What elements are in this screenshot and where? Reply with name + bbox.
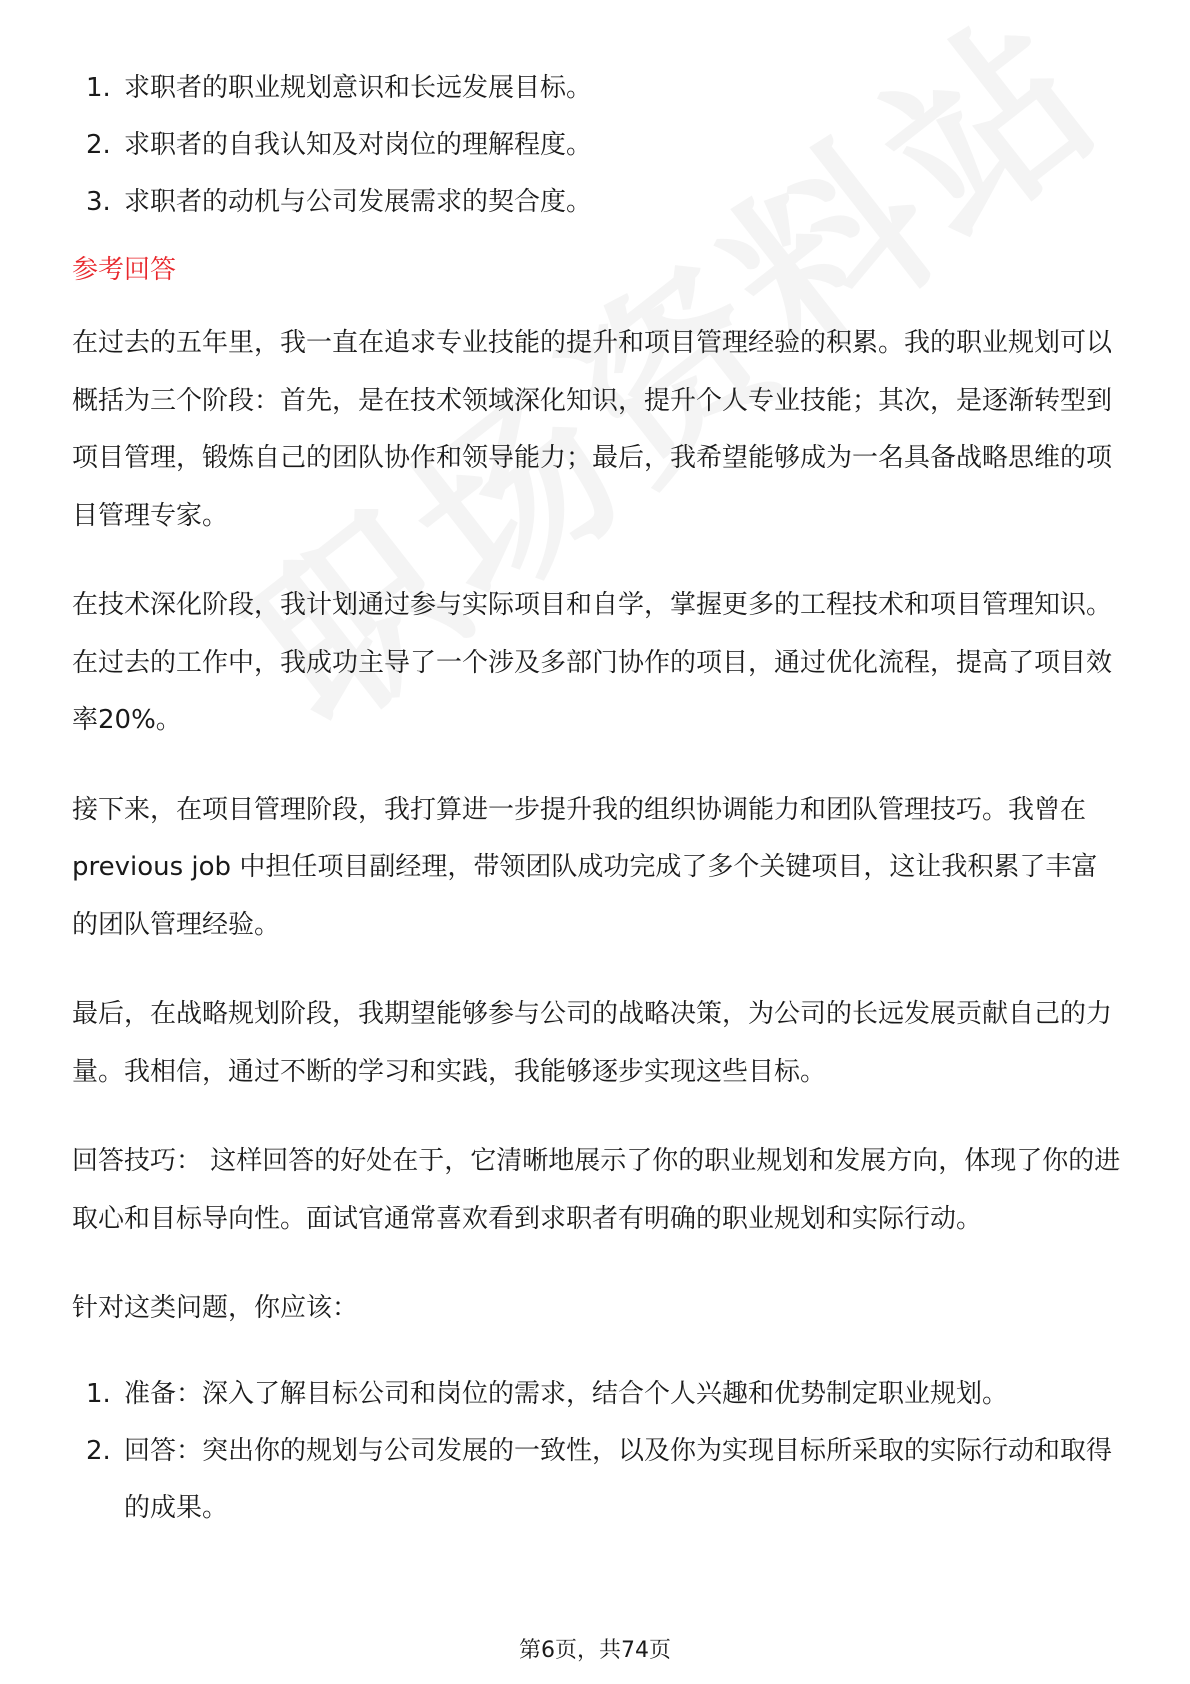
list-number: 3.: [86, 187, 111, 217]
advice-list: [72, 1366, 1122, 1537]
list-item: [72, 174, 1122, 231]
section-title: 参考回答: [72, 255, 177, 285]
tips-paragraph: 回答技巧： 这样回答的好处在于，它清晰地展示了你的职业规划和发展方向，体现了你的进取心和目标导向性。面试官通常喜欢看到求职者有明确的职业规划和实际行动。: [72, 1146, 1121, 1234]
list-text: 求职者的职业规划意识和长远发展目标。: [124, 73, 593, 103]
answer-paragraph: 接下来，在项目管理阶段，我打算进一步提升我的组织协调能力和团队管理技巧。我曾在 previous job 中担任项目副经理，带领团队成功完成了多个关键项目，这让我积累了丰富的团队管理经验。: [72, 794, 1098, 940]
answer-paragraph: 在过去的五年里，我一直在追求专业技能的提升和项目管理经验的积累。我的职业规划可以概括为三个阶段：首先，是在技术领域深化知识，提升个人专业技能；其次，是逐渐转型到项目管理，锻炼自己的团队协作和领导能力；最后，我希望能够成为一名具备战略思维的项目管理专家。: [72, 328, 1113, 531]
list-number: 1.: [86, 73, 111, 103]
list-item: [72, 1423, 1122, 1537]
list-text: 准备：深入了解目标公司和岗位的需求，结合个人兴趣和优势制定职业规划。: [124, 1378, 1009, 1409]
list-item: [72, 117, 1122, 174]
advice-intro: 针对这类问题，你应该：: [72, 1293, 359, 1323]
criteria-list: [72, 60, 1122, 231]
answer-paragraph: 在技术深化阶段，我计划通过参与实际项目和自学，掌握更多的工程技术和项目管理知识。在过去的工作中，我成功主导了一个涉及多部门协作的项目，通过优化流程，提高了项目效率20%。: [72, 590, 1113, 735]
list-number: 2.: [86, 130, 111, 160]
page-footer: 第6页，共74页: [519, 1638, 671, 1663]
list-number: 2.: [86, 1435, 111, 1466]
list-item: [72, 1366, 1122, 1423]
list-text: 回答：突出你的规划与公司发展的一致性，以及你为实现目标所采取的实际行动和取得的成果。: [124, 1435, 1113, 1523]
list-text: 求职者的自我认知及对岗位的理解程度。: [124, 130, 593, 160]
answer-paragraph: 最后，在战略规划阶段，我期望能够参与公司的战略决策，为公司的长远发展贡献自己的力量。我相信，通过不断的学习和实践，我能够逐步实现这些目标。: [72, 999, 1113, 1087]
list-text: 求职者的动机与公司发展需求的契合度。: [124, 187, 593, 217]
list-item: [72, 60, 1122, 117]
page-content: [72, 60, 1122, 1537]
list-number: 1.: [86, 1378, 111, 1409]
